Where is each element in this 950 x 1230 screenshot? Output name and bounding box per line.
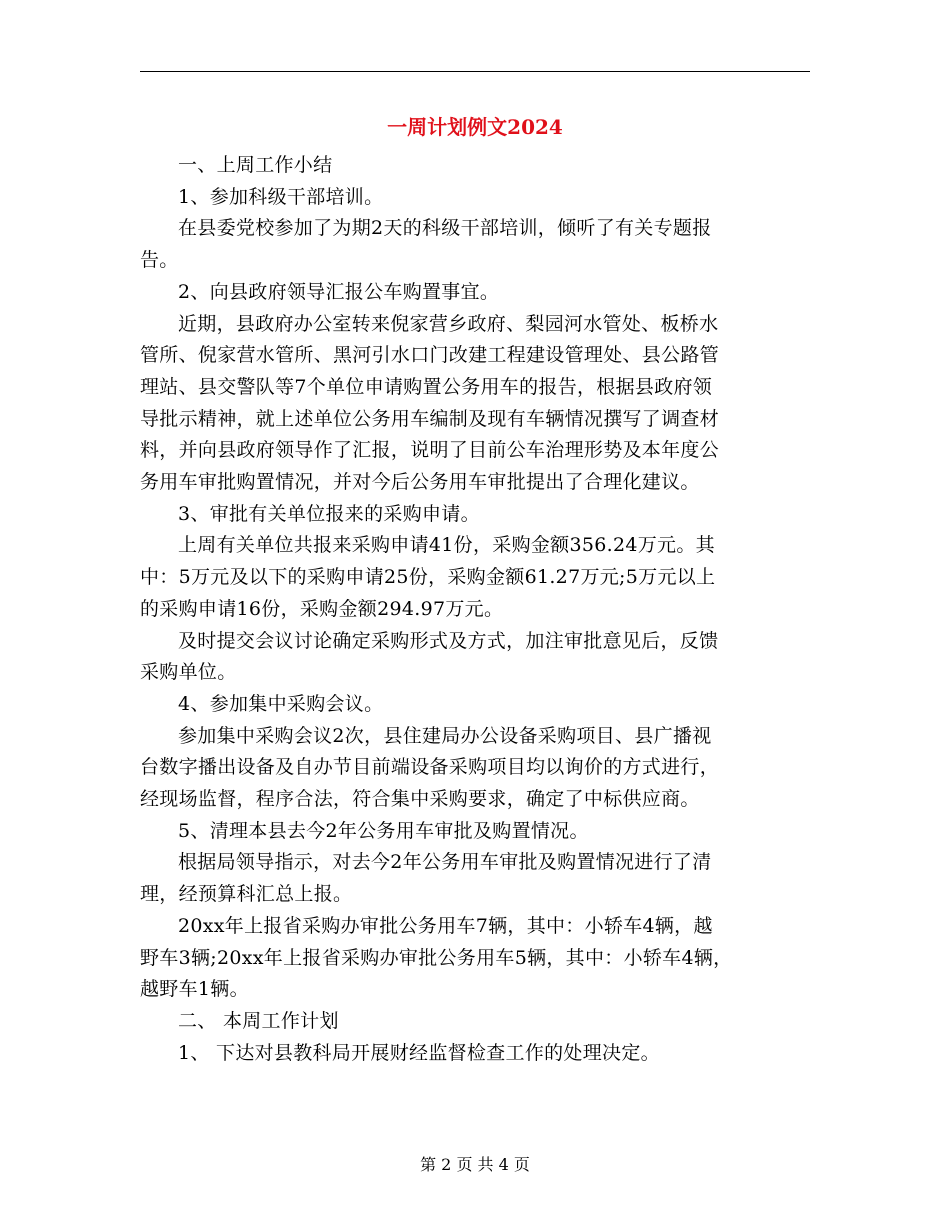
paragraph <box>140 816 810 848</box>
text-line: 料，并向县政府领导作了汇报，说明了目前公车治理形势及本年度公 <box>140 439 720 462</box>
text-line: 越野车1辆。 <box>140 978 249 1001</box>
text-line: 经现场监督，程序合法，符合集中采购要求，确定了中标供应商。 <box>140 788 700 811</box>
paragraph <box>140 847 810 910</box>
text-line: 参加集中采购会议2次，县住建局办公设备采购项目、县广播视 <box>178 724 712 747</box>
text-line: 5、清理本县去今2年公务用车审批及购置情况。 <box>178 819 589 842</box>
paragraph <box>140 911 810 1006</box>
paragraph <box>140 182 810 214</box>
text-line: 理，经预算科汇总上报。 <box>140 883 353 906</box>
text-line: 的采购申请16份，采购金额294.97万元。 <box>140 597 504 620</box>
text-line: 野车3辆;20xx年上报省采购办审批公务用车5辆，其中：小轿车4辆， <box>140 946 733 969</box>
text-line: 导批示精神，就上述单位公务用车编制及现有车辆情况撰写了调查材 <box>140 407 720 430</box>
text-line: 3、审批有关单位报来的采购申请。 <box>178 502 480 525</box>
text-line: 务用车审批购置情况，并对今后公务用车审批提出了合理化建议。 <box>140 471 700 494</box>
document-title: 一周计划例文2024 <box>387 115 563 139</box>
text-line: 1、 下达对县教科局开展财经监督检查工作的处理决定。 <box>178 1041 660 1064</box>
paragraph <box>140 277 810 309</box>
page-footer: 第 2 页 共 4 页 <box>420 1155 530 1174</box>
paragraph <box>140 213 810 276</box>
paragraph <box>140 1006 810 1038</box>
text-line: 1、参加科级干部培训。 <box>178 185 384 208</box>
paragraph <box>140 1038 810 1070</box>
text-line: 一、上周工作小结 <box>178 154 333 176</box>
paragraph <box>140 626 810 689</box>
paragraph <box>140 499 810 531</box>
document-body <box>140 150 810 1069</box>
text-line: 根据局领导指示，对去今2年公务用车审批及购置情况进行了清 <box>178 851 712 874</box>
text-line: 近期，县政府办公室转来倪家营乡政府、梨园河水管处、板桥水 <box>178 312 719 335</box>
text-line: 中：5万元及以下的采购申请25份，采购金额61.27万元;5万元以上 <box>140 566 716 589</box>
paragraph <box>140 721 810 816</box>
paragraph <box>140 530 810 625</box>
text-line: 20xx年上报省采购办审批公务用车7辆，其中：小轿车4辆，越 <box>178 914 713 937</box>
text-line: 告。 <box>140 249 179 272</box>
text-line: 上周有关单位共报来采购申请41份，采购金额356.24万元。其 <box>178 534 715 557</box>
text-line: 及时提交会议讨论确定采购形式及方式，加注审批意见后，反馈 <box>178 629 719 652</box>
text-line: 二、 本周工作计划 <box>178 1009 339 1032</box>
header-rule <box>140 71 810 72</box>
text-line: 2、向县政府领导汇报公车购置事宜。 <box>178 280 500 303</box>
text-line: 采购单位。 <box>140 661 237 684</box>
text-line: 理站、县交警队等7个单位申请购置公务用车的报告，根据县政府领 <box>140 375 713 398</box>
paragraph <box>140 150 810 182</box>
text-line: 管所、倪家营水管所、黑河引水口门改建工程建设管理处、县公路管 <box>140 344 720 367</box>
text-line: 4、参加集中采购会议。 <box>178 692 384 715</box>
text-line: 在县委党校参加了为期2天的科级干部培训，倾听了有关专题报 <box>178 217 712 240</box>
paragraph <box>140 689 810 721</box>
paragraph <box>140 309 810 499</box>
text-line: 台数字播出设备及自办节目前端设备采购项目均以询价的方式进行， <box>140 756 720 779</box>
